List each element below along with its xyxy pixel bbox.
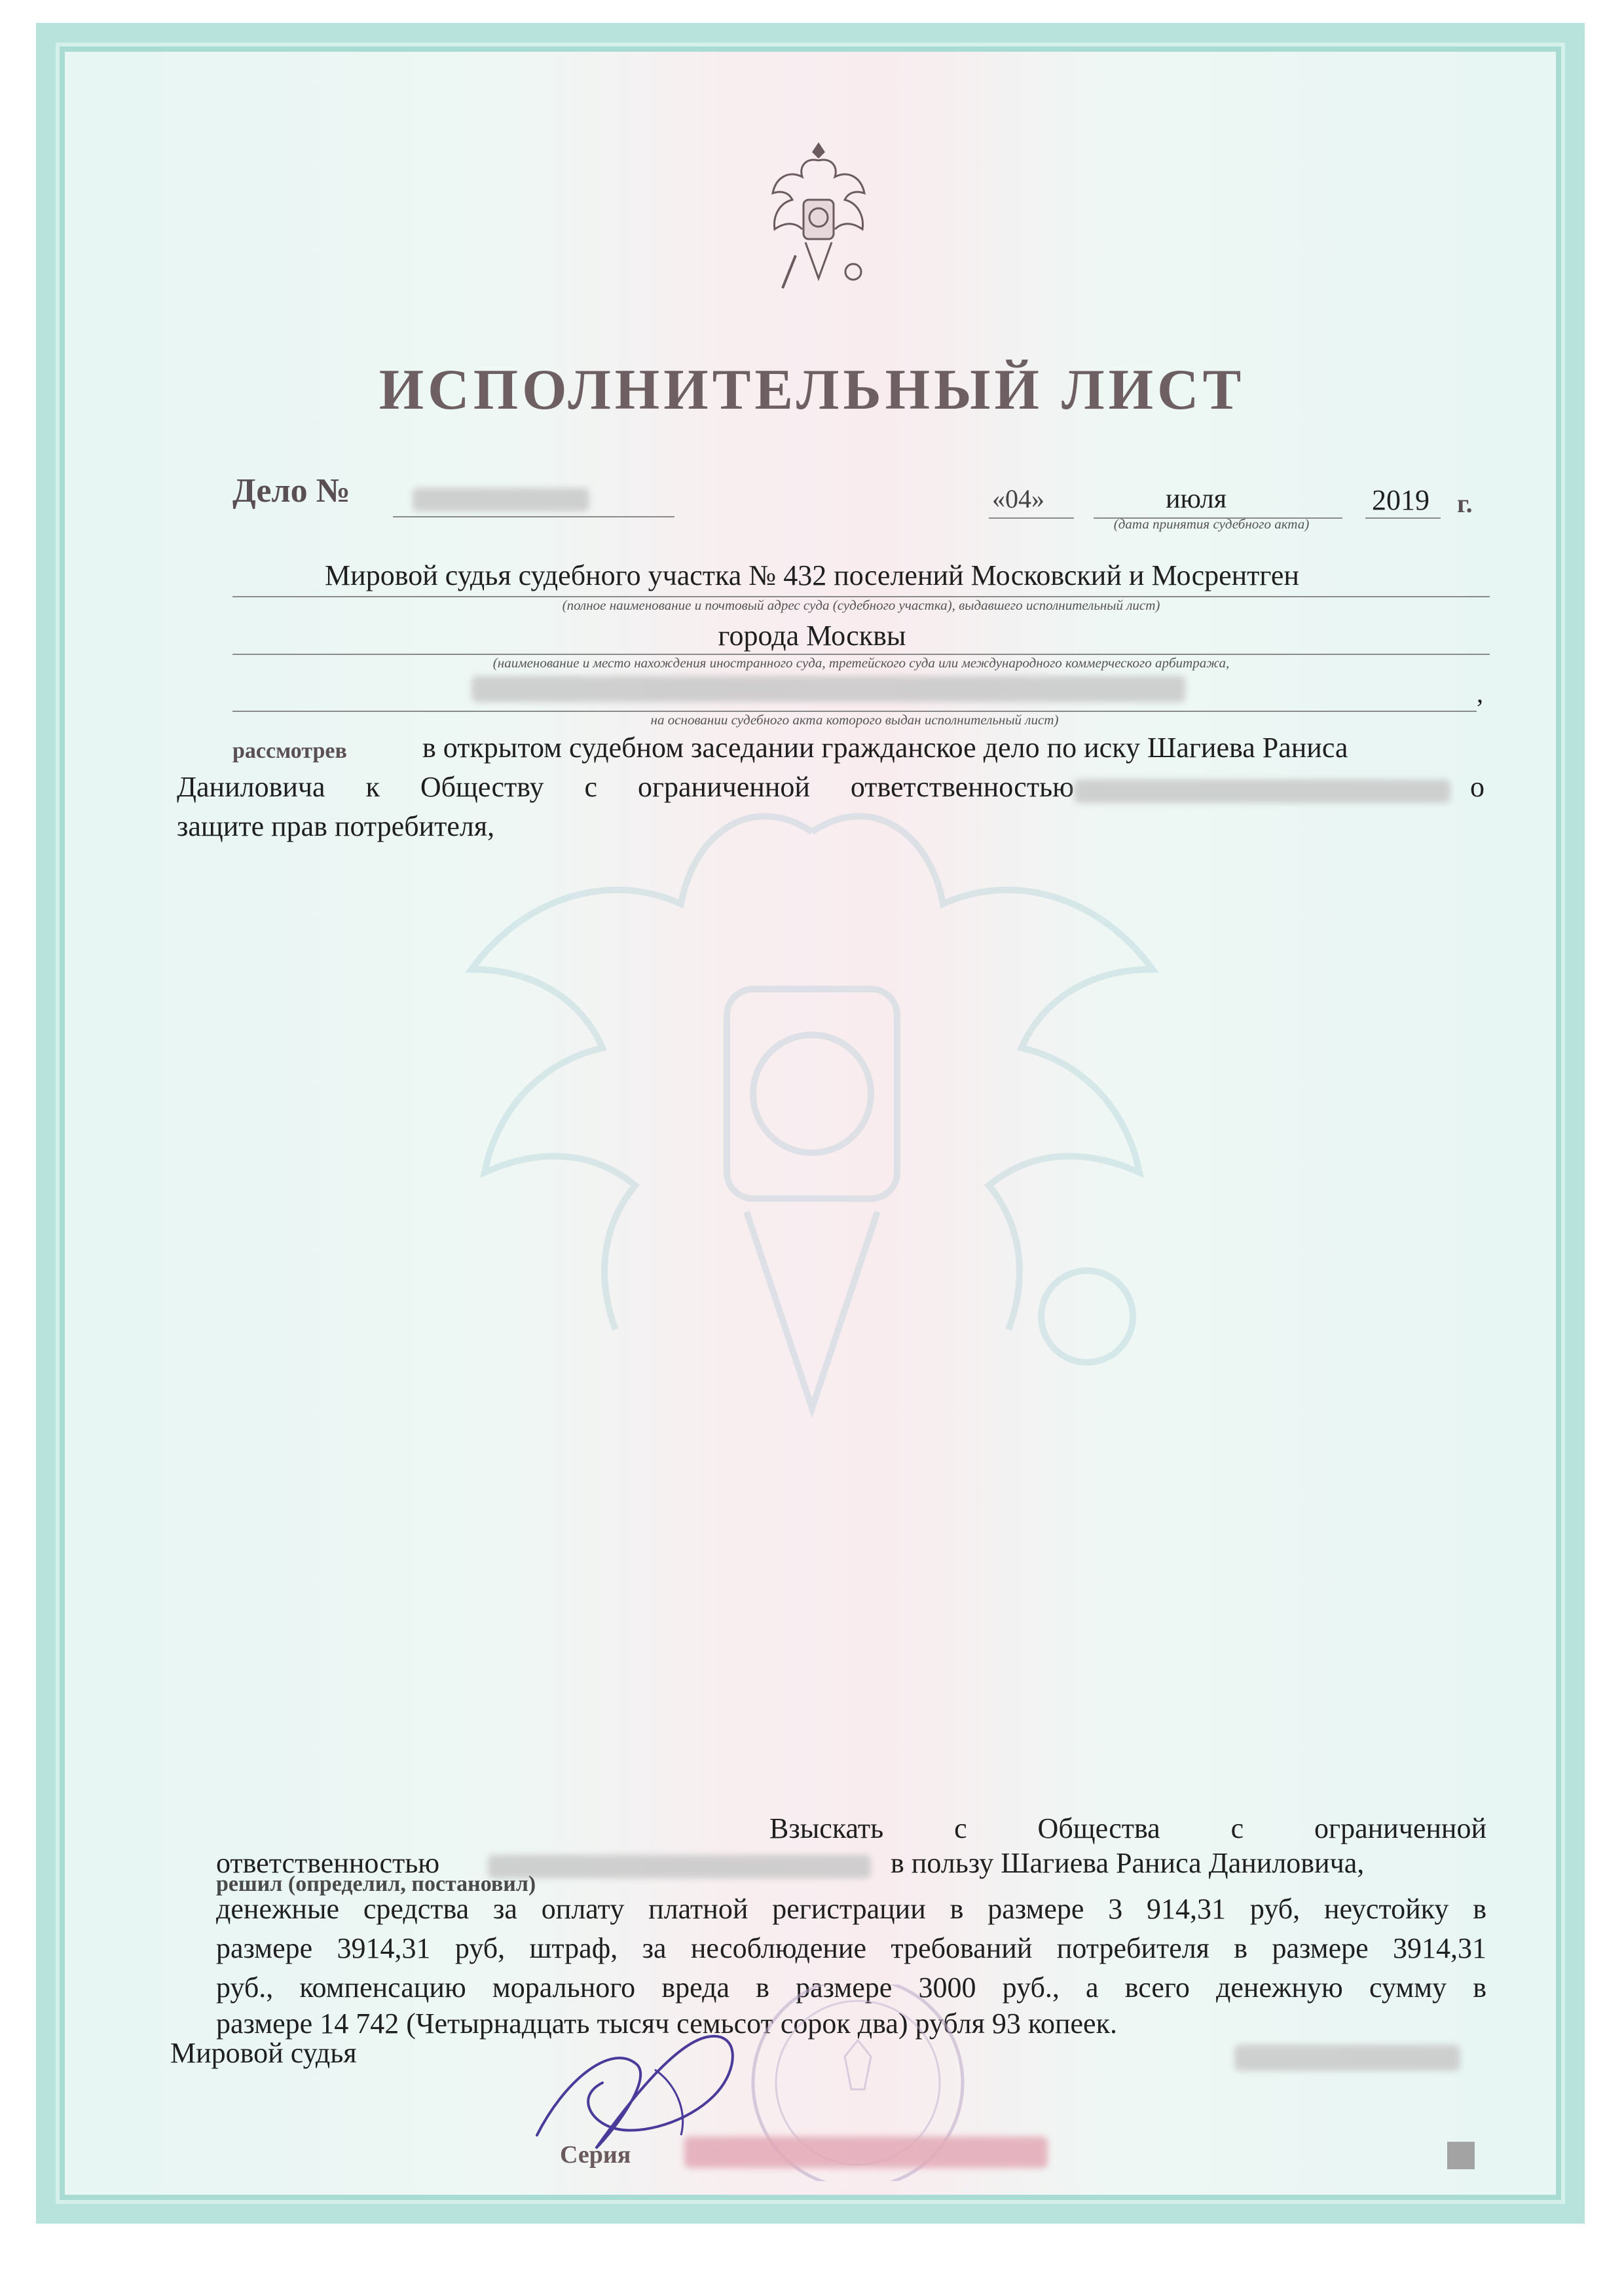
date-year-underline xyxy=(1365,517,1441,519)
considered-line-2-end: о xyxy=(1470,771,1485,803)
court-city: города Москвы xyxy=(718,620,906,652)
date-caption: (дата принятия судебного акта) xyxy=(1113,516,1310,532)
barcode-square xyxy=(1447,2142,1475,2169)
court-trailing-comma: , xyxy=(1477,679,1483,708)
date-year: 2019 xyxy=(1372,484,1430,516)
company-name-redacted xyxy=(1074,779,1450,803)
court-caption-1: (полное наименование и почтовый адрес суда (судебного участка), выдавшего исполнительный лист) xyxy=(562,597,1160,613)
court-act-redacted xyxy=(471,676,1185,702)
considered-line-1: в открытом судебном заседании гражданское дело по иску Шагиева Раниса xyxy=(422,732,1348,764)
case-number-redacted xyxy=(413,488,589,512)
decision-line-6: размере 14 742 (Четырнадцать тысяч семьсот сорок два) рубля 93 копеек. xyxy=(216,2007,1117,2040)
date-day-underline xyxy=(989,517,1074,519)
considered-line-3: защите прав потребителя, xyxy=(177,810,495,842)
court-caption-3: на основании судебного акта которого выдан исполнительный лист) xyxy=(650,712,1059,728)
decision-company-redacted xyxy=(488,1855,871,1878)
series-number-redacted xyxy=(684,2136,1048,2168)
considered-label: рассмотрев xyxy=(232,739,347,763)
judge-name-redacted xyxy=(1234,2045,1460,2071)
document-title: ИСПОЛНИТЕЛЬНЫЙ ЛИСТ xyxy=(378,358,1246,422)
judge-label: Мировой судья xyxy=(170,2037,357,2069)
date-month: июля xyxy=(1166,484,1227,514)
considered-line-2: Даниловича к Обществу с ограниченной ответственностью xyxy=(177,771,1074,803)
series-label: Серия xyxy=(560,2141,631,2169)
decision-line-2-start: ответственностью xyxy=(216,1847,440,1879)
decision-line-4: размере 3914,31 руб, штраф, за несоблюдение требований потребителя в размере 3914,31 xyxy=(216,1932,1486,1964)
court-name: Мировой судья судебного участка № 432 поселений Московский и Мосрентген xyxy=(325,559,1299,591)
case-number-label: Дело № xyxy=(232,472,350,510)
decision-line-5: руб., компенсацию морального вреда в размере 3000 руб., а всего денежную сумму в xyxy=(216,1971,1486,2004)
decision-line-1: Взыскать с Общества с ограниченной xyxy=(769,1812,1486,1844)
date-day: «04» xyxy=(992,484,1044,513)
court-caption-2: (наименование и место нахождения иностранного суда, третейского суда или международного коммерческого арбитража, xyxy=(492,655,1230,671)
decision-line-3: денежные средства за оплату платной регистрации в размере 3 914,31 руб, неустойку в xyxy=(216,1893,1486,1925)
decided-label: решил (определил, постановил) xyxy=(216,1872,536,1896)
emblem-watermark-icon xyxy=(445,753,1179,1474)
coat-of-arms-icon xyxy=(769,138,868,308)
case-number-underline xyxy=(393,516,674,517)
decision-line-2-end: в пользу Шагиева Раниса Даниловича, xyxy=(891,1847,1365,1879)
date-year-suffix: г. xyxy=(1457,489,1473,518)
